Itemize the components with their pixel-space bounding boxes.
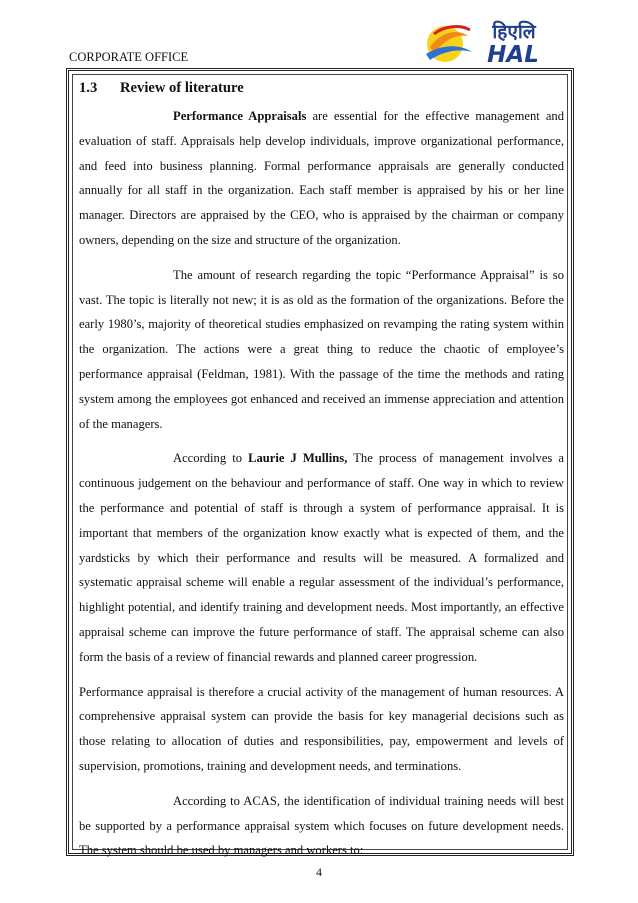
hal-logo: [420, 14, 570, 66]
paragraph-3-intro: According to: [173, 451, 249, 466]
section-number: 1.3: [79, 79, 98, 96]
paragraph-research: The amount of research regarding the topic “Performance Appraisal” is so vast. The topic is literally not new; it is as old as the formation of the organizations. Before the early 1980’s, majority of theoretical studies emphasized on revamping the rating system within the organization. The actions were a great thing to reduce the chaotic of employee’s performance appraisal (Feldman, 1981). With the passage of the time the methods and rating system among the employees got enhanced and received an immense appreciation and attention of the managers.: [79, 267, 564, 431]
term-performance-appraisals: Performance Appraisals: [173, 109, 307, 123]
paragraph-performance-appraisals: [79, 104, 564, 253]
page-number: 4: [316, 865, 322, 879]
logo-hal-text: HAL: [487, 42, 539, 66]
logo-devanagari: हिएलि: [492, 21, 536, 43]
page-content: [79, 72, 564, 863]
paragraph-hr-activity: Performance appraisal is therefore a crucial activity of the management of human resources. A comprehensive appraisal system can provide the basis for key managerial decisions such as those relating to allocation of duties and responsibilities, pay, empowerment and levels of supervision, promotions, training and development needs, and terminations.: [79, 684, 564, 773]
paragraph-mullins: [79, 446, 564, 669]
header-label: CORPORATE OFFICE: [69, 50, 189, 64]
section-title: Review of literature: [120, 79, 244, 96]
author-laurie-mullins: Laurie J Mullins,: [248, 451, 348, 466]
section-heading: [79, 72, 564, 104]
paragraph-3-text: The process of management involves a continuous judgement on the behaviour and performance of staff. One way in which to review the performance and potential of staff is through a system of performance appraisal. It is important that members of the organization know exactly what is expected of them, and the yardsticks by which their performance and results will be measured. A formalized and systematic appraisal scheme will enable a regular assessment of the individual’s performance, highlight potential, and identify training and development needs. Most importantly, an effective appraisal scheme can improve the future performance of staff. The appraisal scheme can also form the basis of a review of financial rewards and planned career progression.: [79, 451, 564, 664]
paragraph-acas: According to ACAS, the identification of individual training needs will best be supported by a performance appraisal system which focuses on future development needs. The system should be used by managers and workers to:: [79, 793, 564, 858]
paragraph-1-text: are essential for the effective management and evaluation of staff. Appraisals help develop individuals, improve organizational performance, and feed into business planning. Formal performance appraisals are generally conducted annually for all staff in the organization. Each staff member is appraised by his or her line manager. Directors are appraised by the CEO, who is appraised by the chairman or company owners, depending on the size and structure of the organization.: [79, 109, 565, 247]
